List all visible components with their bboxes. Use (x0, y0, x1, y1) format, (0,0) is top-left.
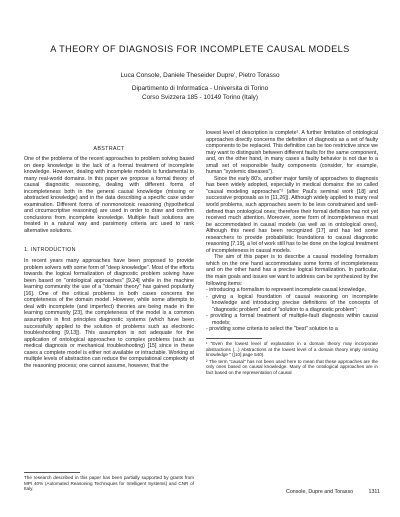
right-column (206, 130, 378, 376)
goals-list (206, 287, 378, 333)
list-item: - providing some criteria to select the "best" solution to a (206, 326, 338, 333)
footnote-1: ¹ "Even the lowest level of explanation in a domain theory may incorporate abstractions (...) Abstractions at the lowest level of a domain theory imply missing knowledge " ([10] page 540). (206, 340, 378, 358)
left-footnote (24, 469, 194, 492)
affiliation-line-1: Dipartimento di Informatica - Universita di Torino (131, 85, 269, 92)
affiliation-line-2: Corso Svizzera 185 - 10149 Torino (Italy) (141, 93, 259, 101)
paper-title: A THEORY OF DIAGNOSIS FOR INCOMPLETE CAUSAL MODELS (50, 44, 350, 54)
introduction-paragraph: In recent years many approaches have been proposed to provide problem solvers with some form of "deep knowledge". Most of the efforts towards the logical formalization of diagnostic problem solving have been based on "ontological approaches" [9,24] while in the machine learning community the use of a "domain theory" has gained popularity [16]. One of the critical problems in both cases concerns the completeness of the domain model. However, while some attempts to deal with incomplete (and imperfect) theories are being made in the learning community [23], the completeness of the model is a common assumption in first principles diagnostic systems (which have been successfully applied to the solution of problems such as electronic troubleshooting [9,13]). This assumption is not adequate for the application of ontological approaches to complex problems (such as medical diagnosis or mechanical troubleshooting) [15] since in these cases a complete model is either not available or intractable. Working at multiple levels of abstraction can reduce the computational complexity of the reasoning process; one cannot assume, however, that the (24, 258, 194, 369)
left-column (24, 146, 194, 369)
funding-note: The research described in this paper has been partially supported by grants from MPI 40% (Automated Reasoning Techniques for Intelligent Systems) and CNR of Italy. (24, 475, 194, 492)
paper-authors: Luca Console, Daniele Theseider Dupre', Pietro Torasso (120, 72, 280, 79)
right-paragraph-3: The aim of this paper is to describe a causal modeling formalism which on the one hand accommodates some forms of incompleteness and on the other hand has a precise logical formalization. In particular, the main goals and issues we want to address can be synthesized by the following items: (206, 254, 378, 287)
footnote-rule (24, 472, 80, 473)
right-paragraph-2: Since the early 80's, another major family of approaches to diagnosis has been widely adopted, especially in medical domains: the so called "causal modeling approaches"² (after Paul's seminal work [18] and successive proposals as in [11,26]). Although widely applied to many real world problems, such approaches seem to be less constrained and well-defined than ontological ones; therefore their formal definition has not yet received much attention. Moreover, some form of incompleteness must be accommodated in causal models (as well as in ontological ones). Although this need has been recognized [17] and has led some researchers to provide probabilistic foundations to causal diagnostic reasoning [7,19], a lot of work still has to be done on the logical treatment of incompleteness in causal models. (206, 175, 378, 254)
list-item: - giving a logical foundation of causal reasoning on incomplete knowledge and introducing precise definitions of the concepts of "diagnostic problem" and of "solution to a diagnostic problem"; (206, 293, 378, 313)
footer-authors: Console, Dupre and Torasso (286, 489, 354, 495)
right-paragraph-1: lowest level of description is complete¹. A further limitation of ontological approaches directly concerns the definition of diagnosis as a set of faulty components to be replaced. This definition can be too restrictive since we may want to distinguish between different faults for the same component, and, on the other hand, in many cases a faulty behavior is not due to a small set of responsible faulty components (consider, for example, human "systemic diseases"). (206, 130, 378, 176)
abstract-heading: ABSTRACT (93, 146, 125, 152)
page-number: 1311 (368, 489, 380, 495)
paper-affiliation (0, 85, 400, 102)
list-item: - providing a formal treatment of multiple-fault diagnosis within causal models; (206, 313, 378, 326)
introduction-heading: 1. INTRODUCTION (24, 246, 76, 253)
page-footer (286, 489, 380, 495)
footnote-rule (206, 338, 262, 339)
abstract-text: One of the problems of the recent approaches to problem solving based on deep knowledge is the lack of a formal treatment of incomplete knowledge. However, dealing with incomplete models is fundamental to many real-world domains. In this paper we propose a formal theory of causal diagnostic reasoning, dealing with different forms of incompleteness both in the general causal knowledge (missing or abstracted knowledge) and in the data describing a specific case under examination. Different forms of nonmonotonic reasoning (hypothetical and circumscriptive reasoning) are used in order to draw and confirm conclusions from incomplete knowledge. Multiple fault solutions are treated in a natural way and parsimony criteria arc used to rank alternative solutions. (24, 156, 194, 235)
list-item: - introducing a formalism to represent incomplete causal knowledge, (206, 287, 366, 294)
footnote-2: ² The term "causal" has not been used here to mean that these approaches are the only ones based on causal knowledge. Many of the ontological approaches are in fact based on the representation of causal (206, 358, 378, 375)
